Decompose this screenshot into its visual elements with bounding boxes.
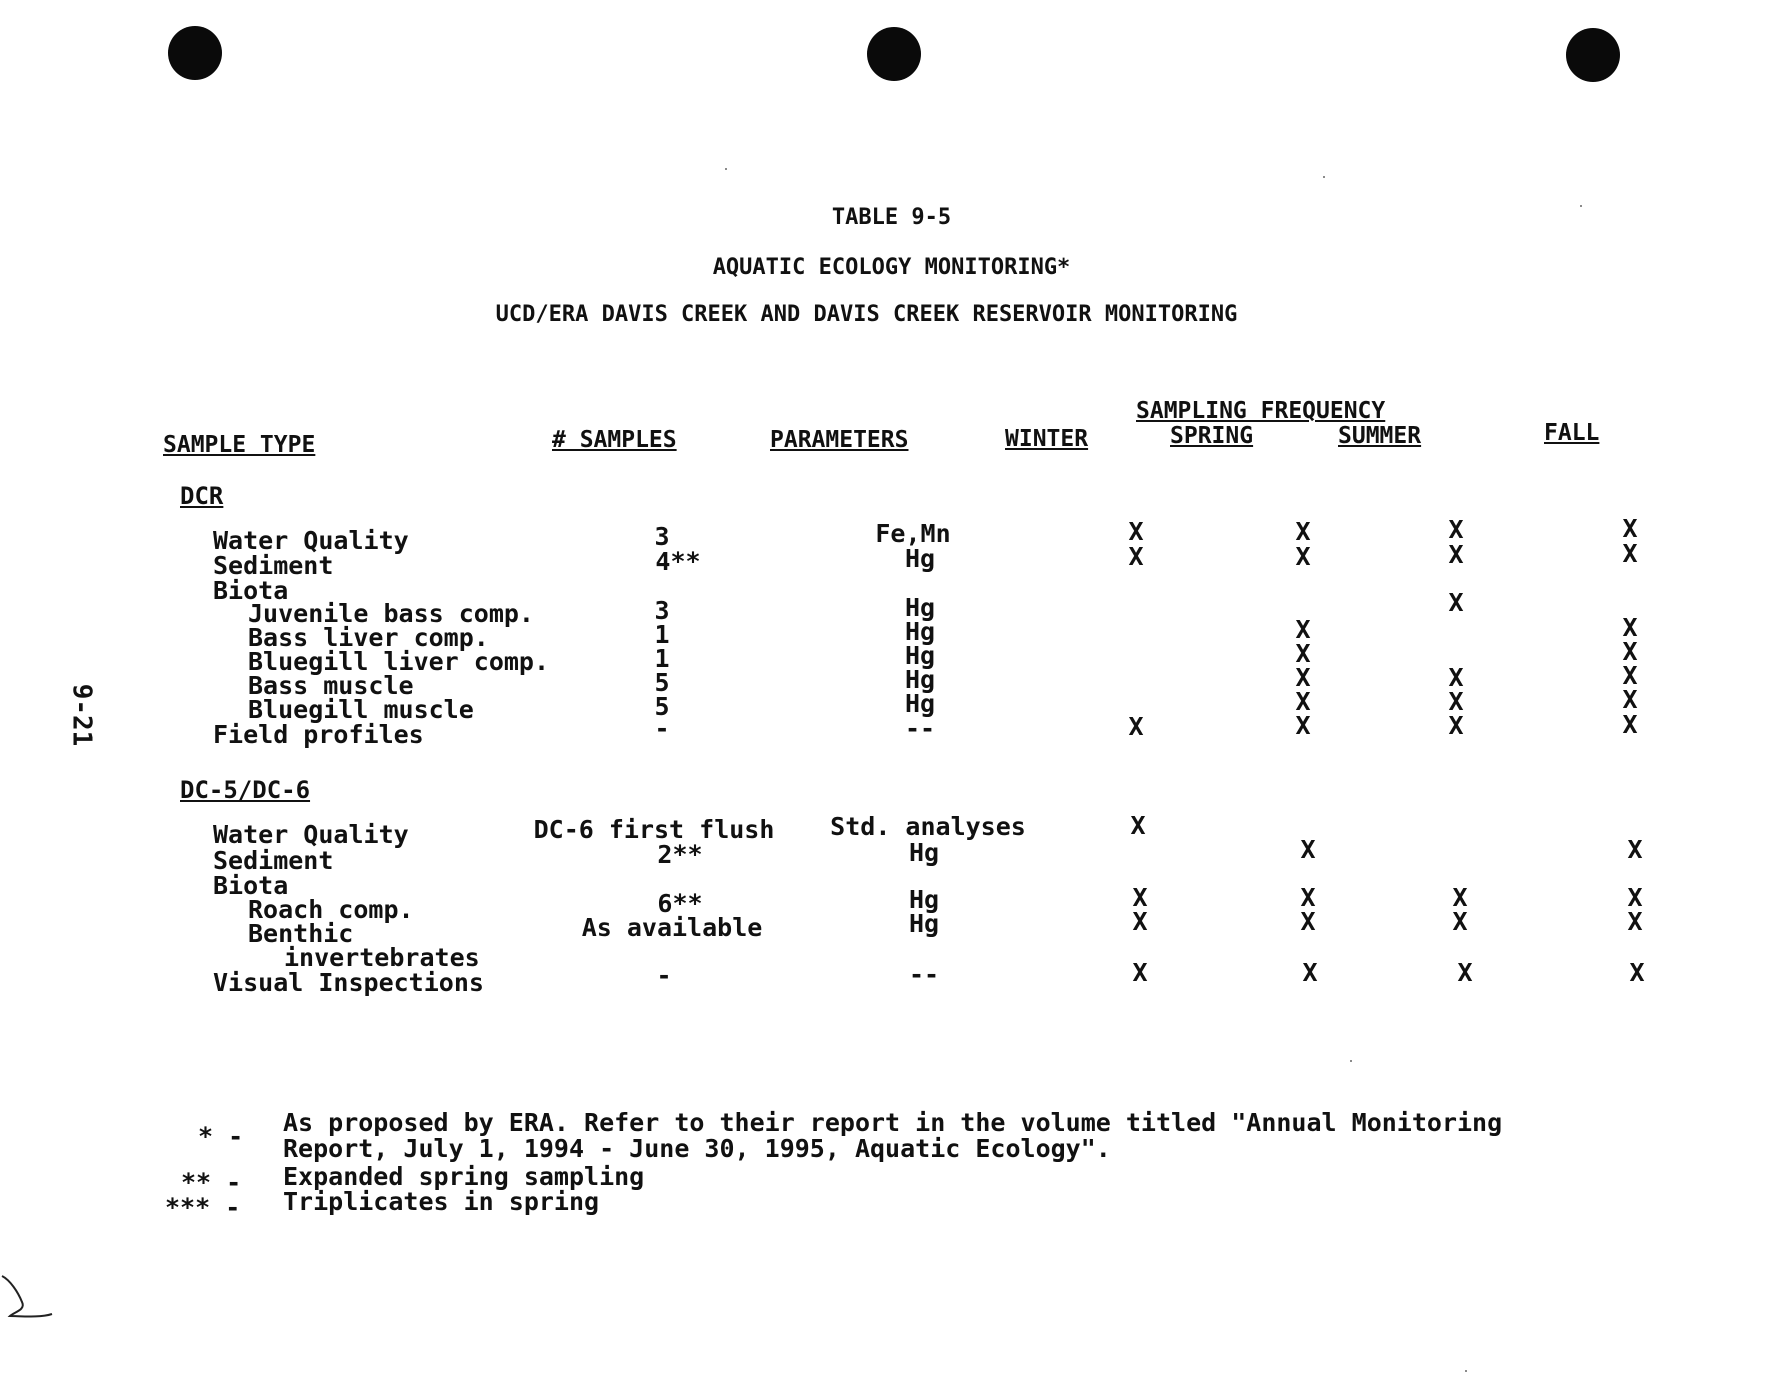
row-spring: X [1300, 835, 1316, 864]
row-samples: - [656, 961, 672, 990]
footnote-text: As proposed by ERA. Refer to their report in the volume titled "Annual Monitoring [283, 1108, 1503, 1137]
row-label: Bass muscle [248, 671, 414, 700]
row-summer: X [1448, 515, 1464, 544]
row-label: Sediment [213, 846, 334, 875]
row-summer: X [1448, 588, 1464, 617]
row-spring: X [1302, 958, 1318, 987]
row-parameters: Hg [904, 665, 936, 694]
row-samples: 1 [654, 620, 670, 649]
row-winter: X [1128, 542, 1144, 571]
punch-hole-center [867, 27, 921, 81]
row-label: Bass liver comp. [248, 623, 489, 652]
scan-speck [1350, 1060, 1352, 1062]
row-spring: X [1295, 663, 1311, 692]
footnote-mark: ** - [181, 1168, 242, 1197]
header-sampling-frequency: SAMPLING FREQUENCY [1136, 398, 1386, 424]
row-winter: X [1128, 517, 1144, 546]
row-parameters: Hg [904, 544, 936, 573]
row-spring: X [1295, 639, 1311, 668]
page-number: 9-21 [66, 683, 97, 747]
row-label: Biota [213, 871, 289, 900]
header-sample-type: SAMPLE TYPE [163, 432, 316, 458]
punch-hole-right [1566, 28, 1620, 82]
row-label: Field profiles [213, 720, 424, 749]
row-fall: X [1622, 710, 1638, 739]
row-parameters: -- [908, 960, 940, 989]
row-parameters: Hg [904, 689, 936, 718]
row-summer: X [1448, 711, 1464, 740]
row-parameters: Std. analyses [830, 812, 1026, 841]
row-fall: X [1622, 613, 1638, 642]
scan-speck [1465, 1370, 1467, 1372]
row-samples: 3 [654, 522, 670, 551]
row-label: Water Quality [213, 820, 409, 849]
row-summer: X [1448, 663, 1464, 692]
row-samples: DC-6 first flush [533, 815, 775, 844]
row-spring: X [1295, 687, 1311, 716]
footnote-text: Triplicates in spring [283, 1187, 600, 1216]
section-title: DCR [180, 482, 224, 510]
row-winter: X [1128, 712, 1144, 741]
footnote-text: Expanded spring sampling [283, 1162, 645, 1191]
row-fall: X [1622, 685, 1638, 714]
row-spring: X [1295, 711, 1311, 740]
header-samples: # SAMPLES [552, 427, 677, 453]
row-label: Benthic [248, 919, 354, 948]
row-parameters: Fe,Mn [875, 519, 951, 548]
row-parameters: Hg [904, 617, 936, 646]
row-label: Juvenile bass comp. [248, 599, 534, 628]
row-spring: X [1300, 907, 1316, 936]
row-samples: 1 [654, 644, 670, 673]
scan-speck [725, 168, 727, 170]
row-winter: X [1130, 811, 1146, 840]
scan-speck [1323, 176, 1325, 178]
header-winter: WINTER [1005, 426, 1089, 452]
row-summer: X [1448, 540, 1464, 569]
row-parameters: Hg [908, 838, 940, 867]
table-title: TABLE 9-5 [831, 205, 952, 230]
row-parameters: Hg [904, 593, 936, 622]
row-spring: X [1300, 883, 1316, 912]
row-spring: X [1295, 542, 1311, 571]
row-fall: X [1627, 907, 1643, 936]
punch-hole-left [168, 26, 222, 80]
row-winter: X [1132, 883, 1148, 912]
header-spring: SPRING [1170, 423, 1254, 449]
row-summer: X [1448, 687, 1464, 716]
row-summer: X [1457, 958, 1473, 987]
row-label: Roach comp. [248, 895, 414, 924]
row-label: Bluegill liver comp. [248, 647, 550, 676]
row-fall: X [1622, 661, 1638, 690]
row-samples: As available [581, 913, 763, 942]
row-parameters: -- [904, 714, 936, 743]
row-label: invertebrates [284, 943, 480, 972]
row-winter: X [1132, 958, 1148, 987]
row-samples: 5 [654, 692, 670, 721]
header-parameters: PARAMETERS [770, 427, 909, 453]
header-summer: SUMMER [1338, 423, 1422, 449]
row-label: Water Quality [213, 526, 409, 555]
row-parameters: Hg [904, 641, 936, 670]
footnote-mark: * - [198, 1122, 244, 1151]
table-heading: AQUATIC ECOLOGY MONITORING* [712, 255, 1071, 280]
row-spring: X [1295, 517, 1311, 546]
row-fall: X [1629, 958, 1645, 987]
row-fall: X [1622, 539, 1638, 568]
footnote-text: Report, July 1, 1994 - June 30, 1995, Aquatic Ecology". [283, 1134, 1111, 1163]
row-summer: X [1452, 883, 1468, 912]
row-fall: X [1627, 883, 1643, 912]
row-label: Biota [213, 576, 289, 605]
row-label: Visual Inspections [213, 968, 484, 997]
table-subheading: UCD/ERA DAVIS CREEK AND DAVIS CREEK RESERVOIR MONITORING [495, 302, 1238, 327]
handwritten-mark [0, 1270, 60, 1340]
row-fall: X [1622, 514, 1638, 543]
section-title: DC-5/DC-6 [180, 776, 311, 804]
row-label: Sediment [213, 551, 334, 580]
footnote-mark: *** - [165, 1193, 241, 1222]
row-samples: 4** [655, 547, 701, 576]
header-fall: FALL [1544, 420, 1600, 446]
row-samples: 5 [654, 668, 670, 697]
row-parameters: Hg [908, 909, 940, 938]
row-samples: 2** [657, 840, 703, 869]
row-samples: 6** [657, 889, 703, 918]
row-spring: X [1295, 615, 1311, 644]
row-summer: X [1452, 907, 1468, 936]
row-samples: - [654, 714, 670, 743]
row-fall: X [1627, 835, 1643, 864]
row-fall: X [1622, 637, 1638, 666]
row-winter: X [1132, 907, 1148, 936]
row-label: Bluegill muscle [248, 695, 474, 724]
row-parameters: Hg [908, 885, 940, 914]
row-samples: 3 [654, 596, 670, 625]
